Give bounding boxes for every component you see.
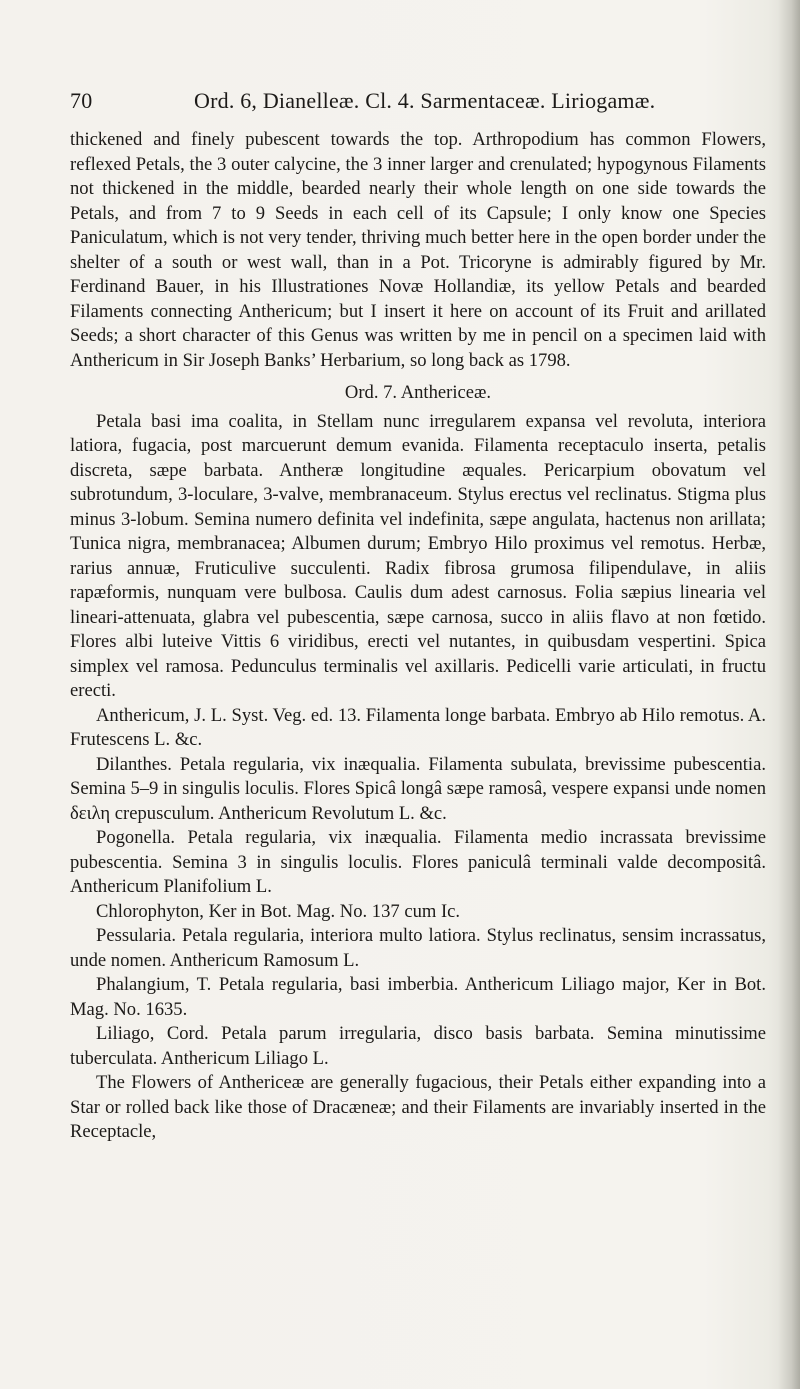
paragraph-genus-pogonella: Pogonella. Petala regularia, vix inæqualia. Filamenta medio incrassata brevissime pubescentia. Semina 3 in singulis loculis. Flores paniculâ terminali valde decompositâ. Anthericum Planifolium L. [70, 827, 766, 897]
paragraph-genus-anthericum: Anthericum, J. L. Syst. Veg. ed. 13. Filamenta longe barbata. Embryo ab Hilo remotus. A. Frutescens L. &c. [70, 704, 766, 750]
page-body [70, 128, 766, 1145]
page-number: 70 [70, 88, 93, 113]
paragraph-genus-phalangium: Phalangium, T. Petala regularia, basi imberbia. Anthericum Liliago major, Ker in Bot. Mag. No. 1635. [70, 974, 766, 1020]
paragraph-genus-liliago: Liliago, Cord. Petala parum irregularia, disco basis barbata. Semina minutissime tuberculata. Anthericum Liliago L. [70, 1023, 766, 1069]
paragraph-closing: The Flowers of Anthericeæ are generally fugacious, their Petals either expanding into a Star or rolled back like those of Dracæneæ; and their Filaments are invariably inserted in the Receptacle, [70, 1072, 766, 1142]
order-heading: Ord. 7. Anthericeæ. [344, 382, 492, 403]
paragraph-latin-description: Petala basi ima coalita, in Stellam nunc irregularem expansa vel revoluta, interiora latiora, fugacia, post marcuerunt demum evanida. Filamenta receptaculo inserta, petalis discreta, sæpe barbata. Antheræ longitudine æquales. Pericarpium obovatum vel subrotundum, 3-loculare, 3-valve, membranaceum. Stylus erectus vel reclinatus. Stigma plus minus 3-lobum. Semina numero definita vel indefinita, sæpe angulata, hactenus non arillata; Tunica nigra, membranacea; Albumen durum; Embryo Hilo proximus vel remotus. Herbæ, rarius annuæ, Fruticulive succulenti. Radix fibrosa grumosa filipendulave, in aliis rapæformis, nunquam vere bulbosa. Caulis dum adest carnosus. Folia sæpius linearia vel lineari-attenuata, glabra vel pubescentia, sæpe carnosa, succo in aliis flavo at non fœtido. Flores albi luteive Vittis 6 viridibus, erecti vel nutantes, in quibusdam vespertini. Spica simplex vel ramosa. Pedunculus terminalis vel axillaris. Pedicelli varie articulati, in fructu erecti. [70, 410, 766, 701]
paragraph-continuation: thickened and finely pubescent towards the top. Arthropodium has common Flowers, reflexed Petals, the 3 outer calycine, the 3 inner larger and crenulated; hypogynous Filaments not thickened in the middle, bearded nearly their whole length on one side towards the Petals, and from 7 to 9 Seeds in each cell of its Capsule; I only know one Species Paniculatum, which is not very tender, thriving much better here in the open border under the shelter of a south or west wall, than in a Pot. Tricoryne is admirably figured by Mr. Ferdinand Bauer, in his Illustrationes Novæ Hollandiæ, its yellow Petals and bearded Filaments connecting Anthericum; but I insert it here on account of its Fruit and arillated Seeds; a short character of this Genus was written by me in pencil on a specimen laid with Anthericum in Sir Joseph Banks’ Herbarium, so long back as 1798. [70, 129, 766, 371]
paragraph-genus-pessularia: Pessularia. Petala regularia, interiora multo latiora. Stylus reclinatus, sensim incrassatus, unde nomen. Anthericum Ramosum L. [70, 925, 766, 971]
paragraph-genus-chlorophyton: Chlorophyton, Ker in Bot. Mag. No. 137 cum Ic. [96, 900, 461, 922]
page-header [70, 88, 770, 118]
page-edge-shadow [778, 0, 800, 1389]
running-head: Ord. 6, Dianelleæ. Cl. 4. Sarmentaceæ. Liriogamæ. [194, 88, 656, 113]
paragraph-genus-dilanthes: Dilanthes. Petala regularia, vix inæqualia. Filamenta subulata, brevissime pubescentia. Semina 5–9 in singulis loculis. Flores Spicâ longâ sæpe ramosâ, vespere expansi unde nomen δειλη crepusculum. Anthericum Revolutum L. &c. [70, 753, 766, 824]
